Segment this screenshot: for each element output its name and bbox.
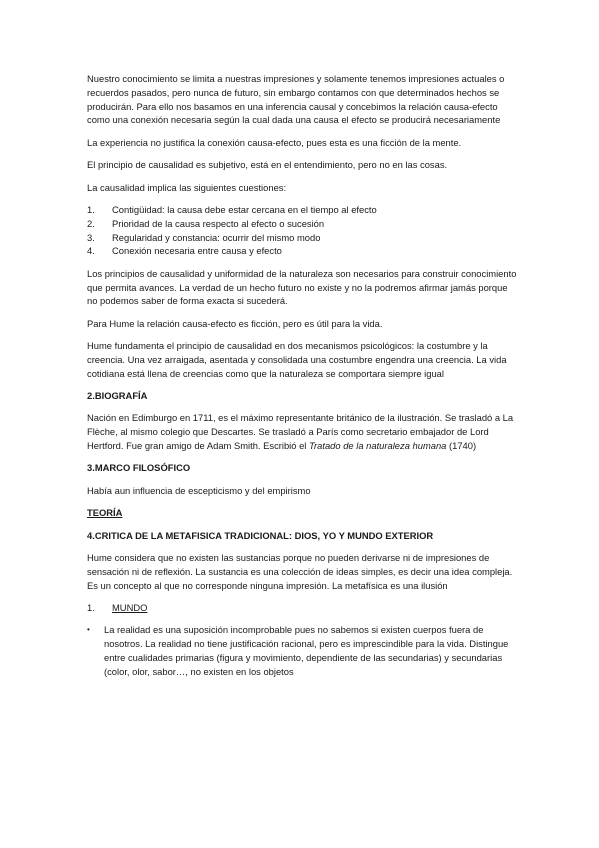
paragraph-causality-intro: La causalidad implica las siguientes cuestiones: [87,181,287,193]
section-heading-teoria: TEORÍA [87,507,123,519]
list-item: 1. MUNDO [87,602,148,614]
section-heading-marco: 3.MARCO FILOSÓFICO [87,462,191,474]
list-item: 3. Regularidad y constancia: ocurrir del mismo modo [87,231,321,243]
book-title: Tratado de la naturaleza humana [308,440,447,452]
list-item: 2. Prioridad de la causa respecto al efecto o sucesión [87,217,325,229]
section-heading-biografia: 2.BIOGRAFÍA [87,390,148,402]
paragraph-experience: La experiencia no justifica la conexión causa-efecto, pues esta es una ficción de la mente. [87,136,462,148]
document-page [87,72,517,679]
list-item: • La realidad es una suposición incomprobable pues no sabemos si existen cuerpos fuera de nosotros. La realidad no tiene justificación racional, pero es imprescindible para la vida. Distingue entre cualidades primarias (figura y movimiento, dependiente de las secundarias) y secundarias (color, olor, sabor…, no existen en los objetos [87,624,509,677]
bullet-icon: • [87,625,90,635]
paragraph-biografia: Nación en Edimburgo en 1711, es el máximo representante británico de la ilustración. Se trasladó a La Flèche, al mismo colegio que Descartes. Se trasladó a París como secretario embajador de Lord Hertford. Fue gran amigo de Adam Smith. Escribió el Tratado de la naturaleza humana (1740) [87,412,514,452]
causality-list [87,203,517,258]
list-item: 1. Contigüidad: la causa debe estar cercana en el tiempo al efecto [87,203,377,215]
paragraph-critica: Hume considera que no existen las sustancias porque no pueden derivarse ni de impresiones de sensación ni de reflexión. La sustancia es una colección de ideas simples, es decir una idea compleja. Es un concepto al que no corresponde ninguna impresión. La metafísica es una ilusión [87,552,513,591]
mundo-bullets [87,623,517,678]
paragraph-knowledge: Nuestro conocimiento se limita a nuestras impresiones y solamente tenemos impresiones actuales o recuerdos pasados, pero nunca de futuro, sin embargo contamos con que determinados hechos se producirán. Para ello nos basamos en una inferencia causal y concebimos la relación causa-efecto como una conexión necesaria según la cual dada una causa el efecto se producirá necesariamente [87,73,505,126]
paragraph-principles: Los principios de causalidad y uniformidad de la naturaleza son necesarios para construir conocimiento que permita avances. La verdad de un hecho futuro no existe y no la podremos afirmar jamás porque no podemos saber de forma exacta si sucederá. [87,267,517,307]
mundo-list [87,601,517,615]
paragraph-habit-belief: Hume fundamenta el principio de causalidad en dos mecanismos psicológicos: la costumbre y la creencia. Una vez arraigada, asentada y consolidada una costumbre engendra una creencia. La vida cotidiana está llena de creencias como que la naturaleza se comportara siempre igual [87,340,507,379]
paragraph-marco: Había aun influencia de escepticismo y del empirismo [87,484,311,496]
paragraph-subjective: El principio de causalidad es subjetivo, está en el entendimiento, pero no en las cosas. [87,159,448,171]
section-heading-critica: 4.CRITICA DE LA METAFISICA TRADICIONAL: DIOS, YO Y MUNDO EXTERIOR [87,529,434,541]
mundo-label: MUNDO [112,602,148,614]
paragraph-fiction: Para Hume la relación causa-efecto es ficción, pero es útil para la vida. [87,317,383,329]
list-item: 4. Conexión necesaria entre causa y efecto [87,245,282,257]
